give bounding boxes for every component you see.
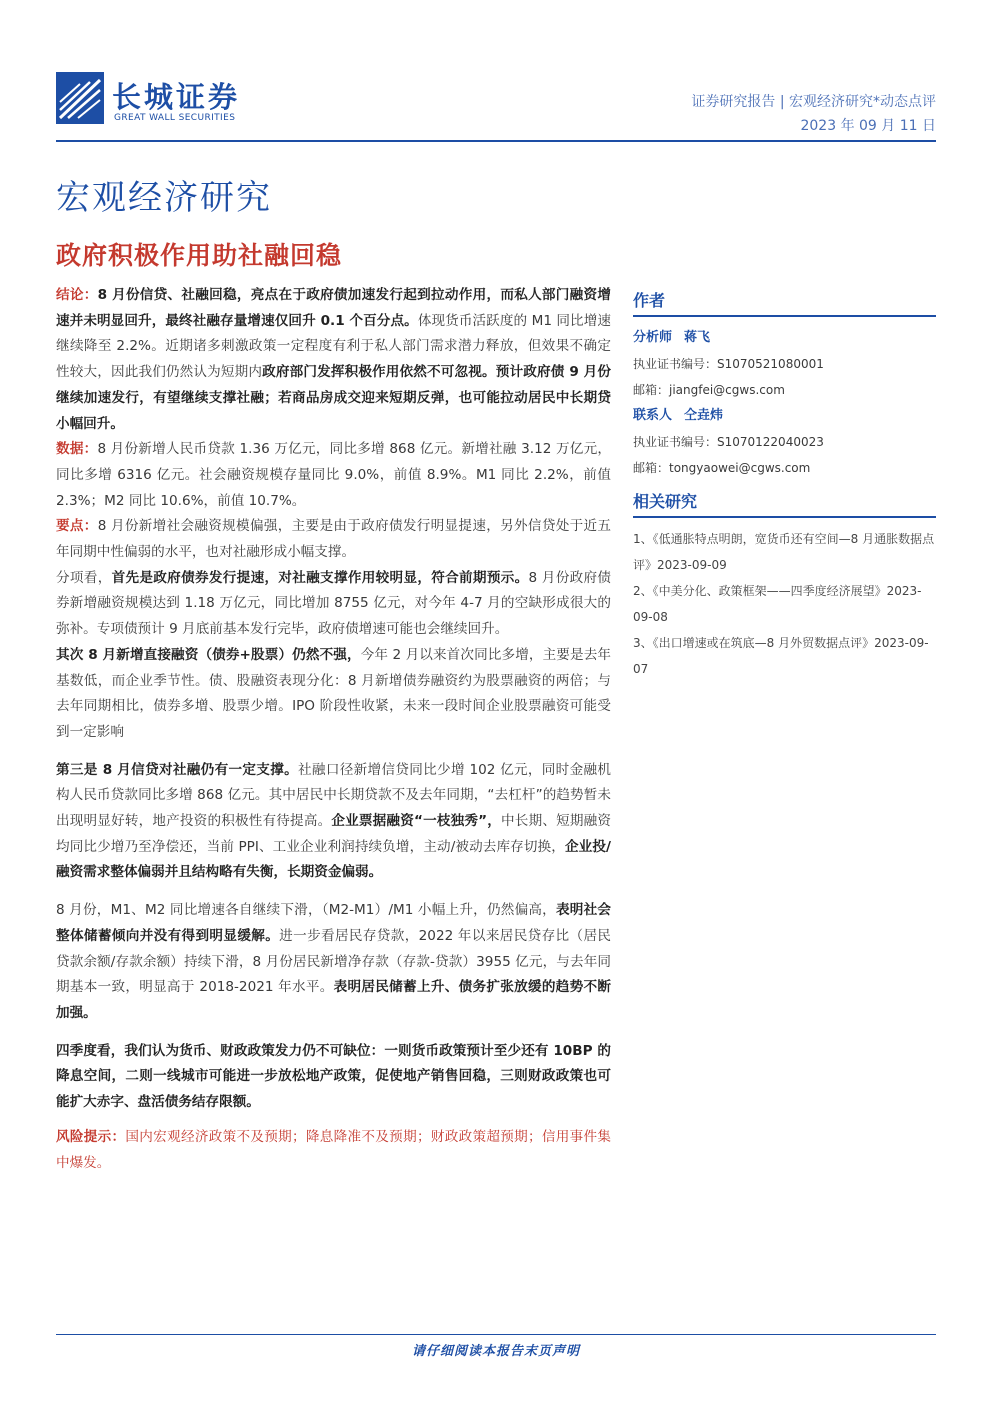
risk-label: 风险提示：	[56, 1128, 126, 1145]
section-title: 宏观经济研究	[56, 178, 272, 218]
fourth-point-text-2: 进一步看居民存贷款，2022 年以来居民贷存比（居民贷款余额/存款余额）持续下滑，8 月份居民新增净存款（存款-贷款）3955 亿元，与去年同期基本一致，明显高于 2018-2021 年水平。	[56, 927, 611, 996]
analyst-email[interactable]: 邮箱：jiangfei@cgws.com	[633, 383, 785, 397]
data-paragraph	[56, 437, 611, 514]
fourth-point-paragraph	[56, 898, 611, 1027]
q4-outlook-bold: 四季度看，我们认为货币、财政政策发力仍不可缺位：一则货币政策预计至少还有 10BP 的降息空间，二则一线城市可能进一步放松地产政策，促使地产销售回稳，三则财政政策也可能扩大赤字、盘活债务结存限额。	[56, 1042, 611, 1111]
contact-role: 联系人	[633, 408, 673, 423]
conclusion-paragraph	[56, 283, 611, 437]
risk-paragraph	[56, 1125, 611, 1176]
points-text: 8 月份新增社会融资规模偏强，主要是由于政府债发行明显提速，另外信贷处于近五年同期中性偏弱的水平，也对社融形成小幅支撑。	[56, 518, 612, 561]
q4-outlook-paragraph	[56, 1039, 611, 1116]
third-point-bold-3: 企业投/融资需求整体偏弱并且结构略有失衡，长期资金偏弱。	[56, 838, 611, 881]
data-label: 数据：	[56, 441, 98, 458]
analyst-cert: 执业证书编号：S1070521080001	[633, 357, 824, 371]
data-text: 8 月份新增人民币贷款 1.36 万亿元，同比多增 868 亿元。新增社融 3.12 万亿元，同比多增 6316 亿元。社会融资规模存量同比 9.0%，前值 8.9%。M1 同比 2.2%，前值 2.3%；M2 同比 10.6%，前值 10.7%。	[56, 441, 612, 509]
points-paragraph	[56, 514, 611, 565]
report-body	[56, 283, 611, 1176]
contact-cert: 执业证书编号：S1070122040023	[633, 435, 824, 449]
third-point-bold-2: 企业票据融资“一枝独秀”，	[331, 813, 502, 830]
first-point-text: 8 月份政府债券新增融资规模达到 1.18 万亿元，同比增加 8755 亿元，对今年 4-7 月的空缺形成很大的弥补。专项债预计 9 月底前基本发行完毕，政府债增速可能也会继续回升。	[56, 569, 611, 638]
contact-name: 仝垚炜	[684, 408, 724, 423]
footer-divider	[56, 1334, 936, 1335]
second-point-paragraph	[56, 643, 611, 746]
report-category: 证券研究报告 | 宏观经济研究*动态点评	[691, 94, 936, 110]
related-research-heading: 相关研究	[633, 489, 936, 518]
authors-heading: 作者	[633, 288, 936, 317]
conclusion-text: 体现货币活跃度的 M1 同比增速继续降至 2.2%。近期诸多刺激政策一定程度有利于私人部门需求潜力释放，但效果不确定性较大，因此我们仍然认为短期内	[56, 312, 611, 381]
third-point-text: 社融口径新增信贷同比少增 102 亿元，同时金融机构人民币贷款同比多增 868 亿元。其中居民中长期贷款不及去年同期，“去杠杆”的趋势暂未出现明显好转，地产投资的积极性有待提高。	[56, 761, 611, 830]
related-item[interactable]: 2、《中美分化、政策框架——四季度经济展望》2023-09-08	[633, 584, 922, 624]
points-label: 要点：	[56, 518, 98, 535]
footer-disclaimer: 请仔细阅读本报告末页声明	[411, 1344, 580, 1359]
conclusion-bold-2: 政府部门发挥积极作用依然不可忽视。预计政府债 9 月份继续加速发行，有望继续支撑社融；若商品房成交迎来短期反弹，也可能拉动居民中长期贷小幅回升。	[56, 364, 611, 432]
fourth-point-bold-2: 表明居民储蓄上升、债务扩张放缓的趋势不断加强。	[56, 979, 611, 1021]
fourth-point-text: 8 月份，M1、M2 同比增速各自继续下滑，（M2-M1）/M1 小幅上升，仍然偏高，	[56, 902, 556, 919]
brand-name-cn: 长城证券	[112, 80, 241, 114]
fourth-point-bold: 表明社会整体储蓄倾向并没有得到明显缓解。	[56, 902, 611, 944]
brand-name-en: GREAT WALL SECURITIES	[114, 113, 236, 123]
first-point-lead: 分项看，	[56, 569, 112, 586]
third-point-bold: 第三是 8 月信贷对社融仍有一定支撑。	[56, 761, 299, 778]
contact-email[interactable]: 邮箱：tongyaowei@cgws.com	[633, 461, 811, 475]
header-divider	[56, 140, 936, 142]
report-title: 政府积极作用助社融回稳	[56, 241, 343, 270]
great-wall-logo-icon	[56, 72, 104, 124]
second-point-text: 今年 2 月以来首次同比多增，主要是去年基数低，而企业季节性。债、股融资表现分化：8 月新增债券融资约为股票融资的两倍；与去年同期相比，债券多增、股票少增。IPO 阶段性收紧，未来一段时间企业股票融资可能受到一定影响	[56, 646, 611, 740]
sidebar	[633, 288, 936, 682]
contact-line	[633, 403, 936, 429]
analyst-name: 蒋飞	[684, 330, 711, 345]
third-point-paragraph	[56, 758, 611, 887]
second-point-bold: 其次 8 月新增直接融资（债券+股票）仍然不强，	[56, 646, 361, 663]
third-point-text-2: 中长期、短期融资均同比少增乃至净偿还，当前 PPI、工业企业利润持续负增，主动/被动去库存切换，	[56, 813, 612, 855]
related-item[interactable]: 3、《出口增速或在筑底—8 月外贸数据点评》2023-09-07	[633, 636, 929, 676]
report-date: 2023 年 09 月 11 日	[800, 118, 936, 134]
analyst-line	[633, 325, 936, 351]
related-item[interactable]: 1、《低通胀特点明朗，宽货币还有空间—8 月通胀数据点评》2023-09-09	[633, 532, 935, 572]
risk-text: 国内宏观经济政策不及预期；降息降准不及预期；财政政策超预期；信用事件集中爆发。	[56, 1128, 612, 1171]
analyst-role: 分析师	[633, 330, 673, 345]
first-point-bold: 首先是政府债券发行提速，对社融支撑作用较明显，符合前期预示。	[111, 569, 529, 586]
first-point-paragraph	[56, 566, 611, 643]
conclusion-bold: 8 月份信贷、社融回稳，亮点在于政府债加速发行起到拉动作用，而私人部门融资增速并未明显回升，最终社融存量增速仅回升 0.1 个百分点。	[56, 287, 611, 329]
conclusion-label: 结论：	[56, 287, 98, 303]
